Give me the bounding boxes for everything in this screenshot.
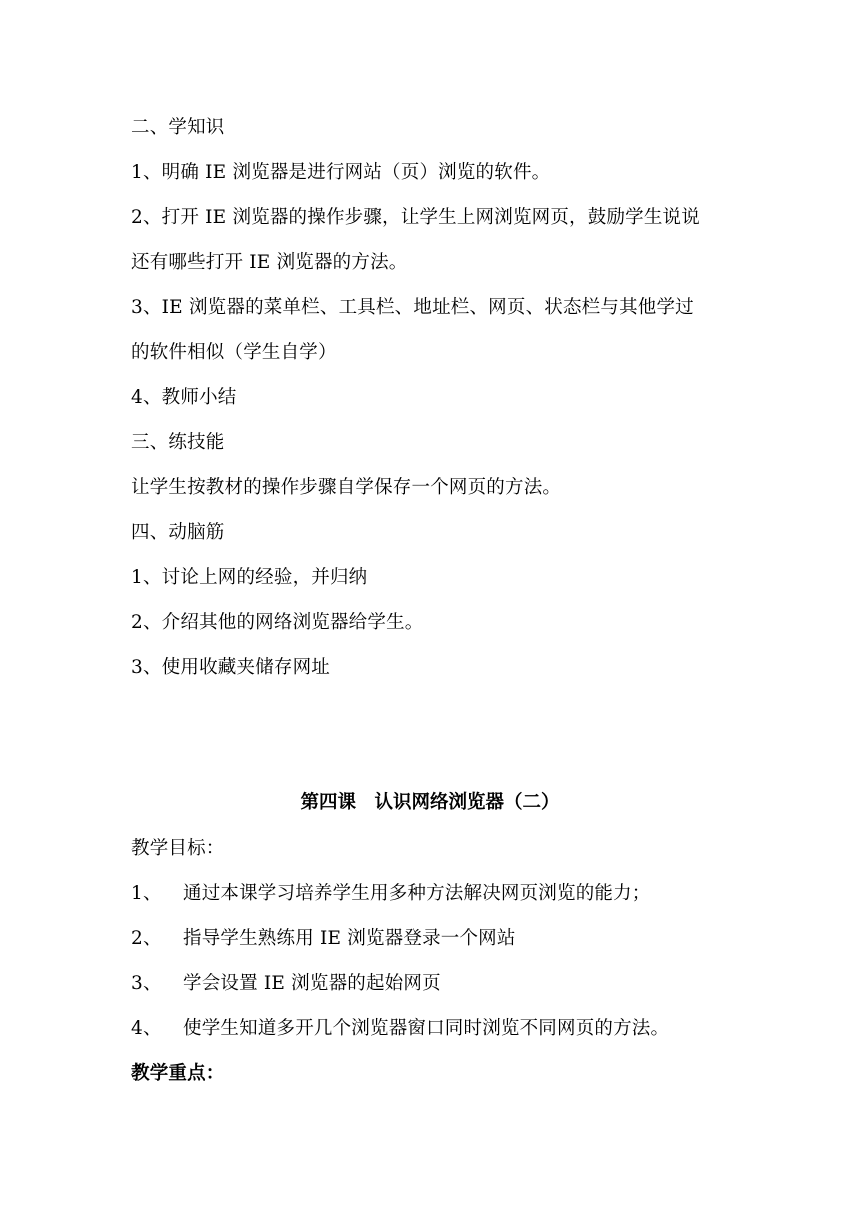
learn-item-3-line-2: 的软件相似（学生自学） [131, 342, 337, 363]
learn-item-2-line-2: 还有哪些打开 IE 浏览器的方法。 [131, 252, 408, 273]
goal-item-1 [131, 882, 651, 906]
think-item-3: 3、使用收藏夹储存网址 [131, 657, 330, 678]
section-think-heading: 四、动脑筋 [131, 522, 225, 543]
goal-number: 3、 [131, 973, 162, 994]
learn-item-4: 4、教师小结 [131, 387, 237, 408]
practice-text: 让学生按教材的操作步骤自学保存一个网页的方法。 [131, 477, 562, 498]
lesson-title: 第四课 认识网络浏览器（二） [300, 792, 560, 813]
goal-item-2 [131, 927, 516, 951]
section-learn-heading: 二、学知识 [131, 117, 225, 138]
learn-item-3-line-1: 3、IE 浏览器的菜单栏、工具栏、地址栏、网页、状态栏与其他学过 [131, 297, 694, 318]
goal-text: 使学生知道多开几个浏览器窗口同时浏览不同网页的方法。 [183, 1018, 670, 1039]
section-practice-heading: 三、练技能 [131, 432, 225, 453]
goal-number: 2、 [131, 928, 162, 949]
goal-item-3 [131, 972, 441, 996]
learn-item-2-line-1: 2、打开 IE 浏览器的操作步骤，让学生上网浏览网页，鼓励学生说说 [131, 207, 700, 228]
learn-item-1: 1、明确 IE 浏览器是进行网站（页）浏览的软件。 [131, 162, 551, 183]
think-item-1: 1、讨论上网的经验，并归纳 [131, 567, 368, 588]
goal-number: 1、 [131, 883, 162, 904]
goal-text: 指导学生熟练用 IE 浏览器登录一个网站 [183, 928, 516, 949]
goal-item-4 [131, 1017, 669, 1041]
think-item-2: 2、介绍其他的网络浏览器给学生。 [131, 612, 424, 633]
goal-number: 4、 [131, 1018, 162, 1039]
goals-label: 教学目标： [131, 838, 225, 859]
goal-text: 通过本课学习培养学生用多种方法解决网页浏览的能力； [183, 883, 651, 904]
focus-label: 教学重点： [131, 1063, 225, 1084]
goal-text: 学会设置 IE 浏览器的起始网页 [183, 973, 441, 994]
